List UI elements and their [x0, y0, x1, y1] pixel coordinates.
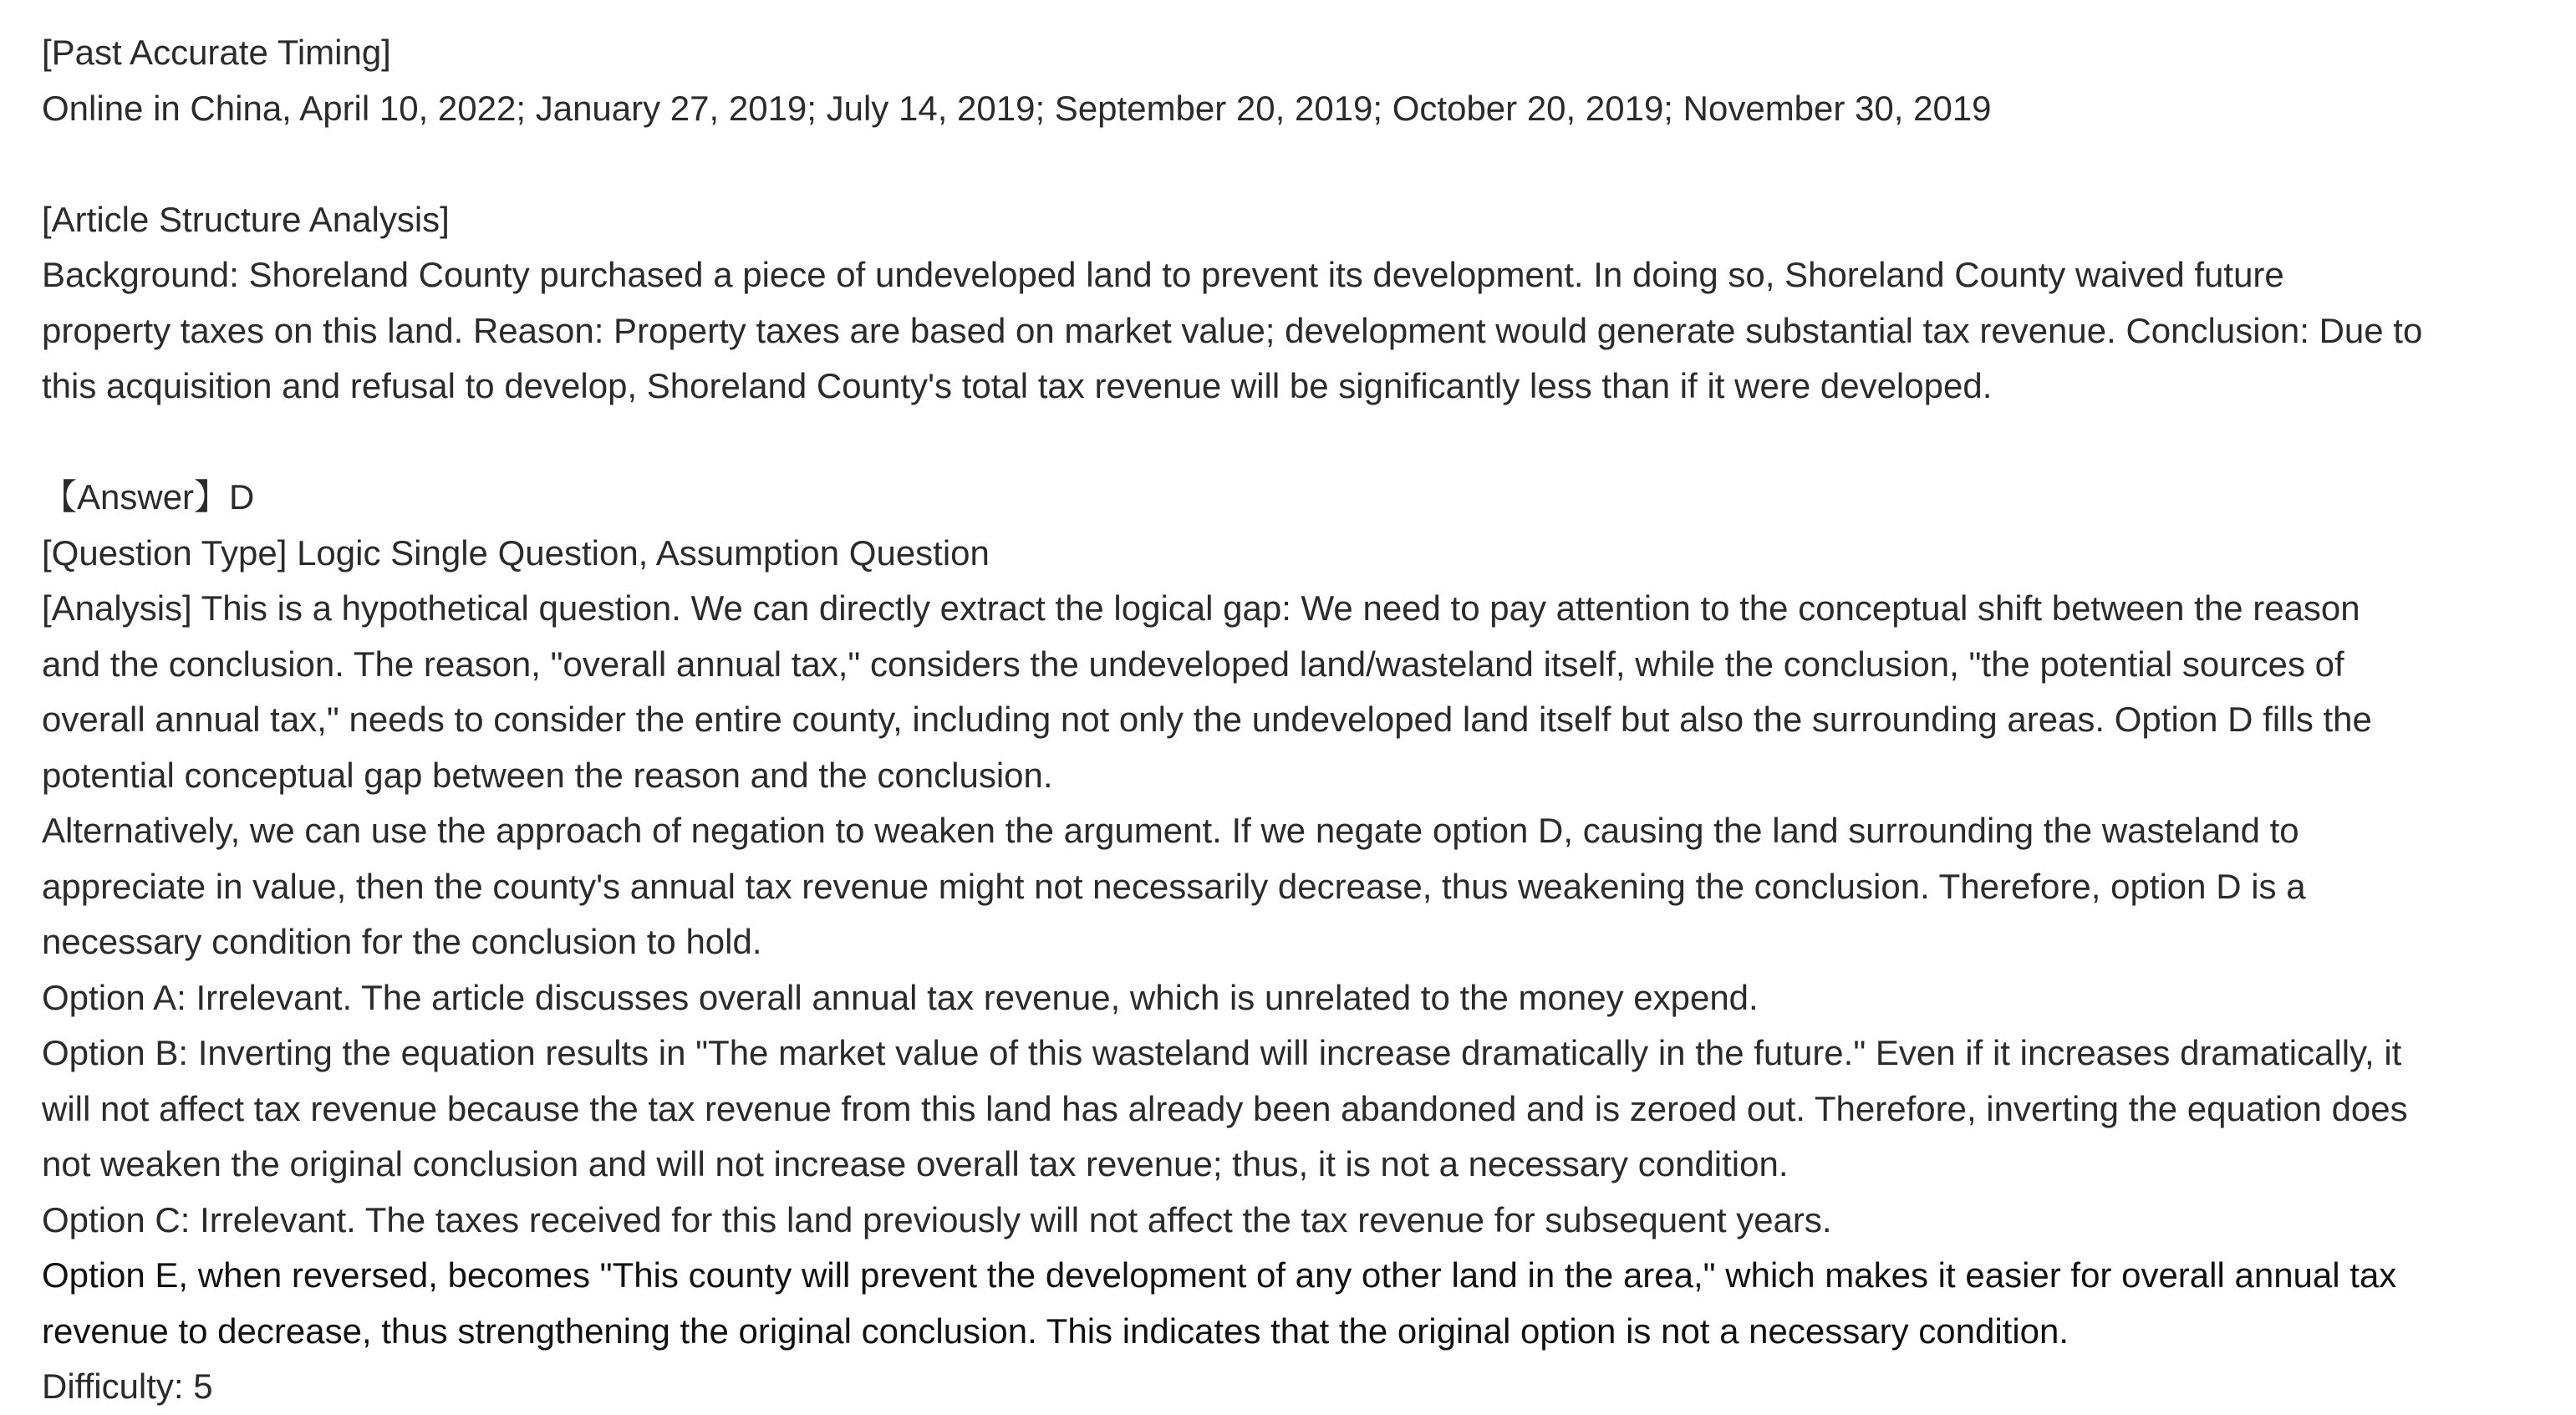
past-timing-text: Online in China, April 10, 2022; January 27, 2019; July 14, 2019; September 20, 2019; October 20, 2019; November 30, 2019 — [42, 88, 1992, 128]
option-e-line: Option E, when reversed, becomes "This county will prevent the development of any other land in the area," which makes it easier for overall annual tax — [42, 1255, 2397, 1295]
structure-heading: [Article Structure Analysis] — [42, 199, 450, 239]
section-spacer — [42, 136, 2558, 192]
structure-line: this acquisition and refusal to develop, Shoreland County's total tax revenue will be significantly less than if it were developed. — [42, 366, 1993, 405]
structure-line: Background: Shoreland County purchased a piece of undeveloped land to prevent its development. In doing so, Shoreland County waived future — [42, 255, 2284, 294]
structure-line: property taxes on this land. Reason: Property taxes are based on market value; development would generate substantial tax revenue. Conclusion: Due to — [42, 310, 2423, 350]
analysis-line: [Analysis] This is a hypothetical question. We can directly extract the logical gap: We need to pay attention to the conceptual shift between the reason — [42, 588, 2360, 628]
option-c-line: Option C: Irrelevant. The taxes received for this land previously will not affect the tax revenue for subsequent years. — [42, 1199, 1832, 1239]
analysis-line: potential conceptual gap between the reason and the conclusion. — [42, 755, 1053, 795]
question-type-line: [Question Type] Logic Single Question, Assumption Question — [42, 532, 990, 573]
analysis-line: appreciate in value, then the county's annual tax revenue might not necessarily decrease, thus weakening the conclusion. Therefore, option D is a — [42, 866, 2306, 906]
analysis-line: overall annual tax," needs to consider the entire county, including not only the undeveloped land itself but also the surrounding areas. Option D fills the — [42, 700, 2372, 739]
difficulty-line: Difficulty: 5 — [42, 1367, 213, 1406]
option-b-line: Option B: Inverting the equation results in "The market value of this wasteland will increase dramatically in the future." Even if it increases dramatically, it — [42, 1033, 2402, 1072]
option-a-line: Option A: Irrelevant. The article discusses overall annual tax revenue, which is unrelated to the money expend. — [42, 977, 1759, 1017]
section-spacer — [42, 415, 2558, 471]
analysis-line: necessary condition for the conclusion to hold. — [42, 922, 762, 961]
explanation-document — [42, 25, 2558, 1415]
analysis-line: and the conclusion. The reason, "overall annual tax," considers the undeveloped land/wasteland itself, while the conclusion, "the potential sources of — [42, 644, 2344, 684]
option-e-line: revenue to decrease, thus strengthening the original conclusion. This indicates that the original option is not a necessary condition. — [42, 1311, 2069, 1351]
analysis-line: Alternatively, we can use the approach of negation to weaken the argument. If we negate option D, causing the land surrounding the wasteland to — [42, 811, 2299, 850]
option-b-line: not weaken the original conclusion and will not increase overall tax revenue; thus, it is not a necessary condition. — [42, 1144, 1789, 1183]
past-timing-heading: [Past Accurate Timing] — [42, 33, 391, 72]
answer-line: 【Answer】D — [42, 477, 255, 517]
option-b-line: will not affect tax revenue because the tax revenue from this land has already been abandoned and is zeroed out. Therefore, inverting the equation does — [42, 1088, 2408, 1128]
